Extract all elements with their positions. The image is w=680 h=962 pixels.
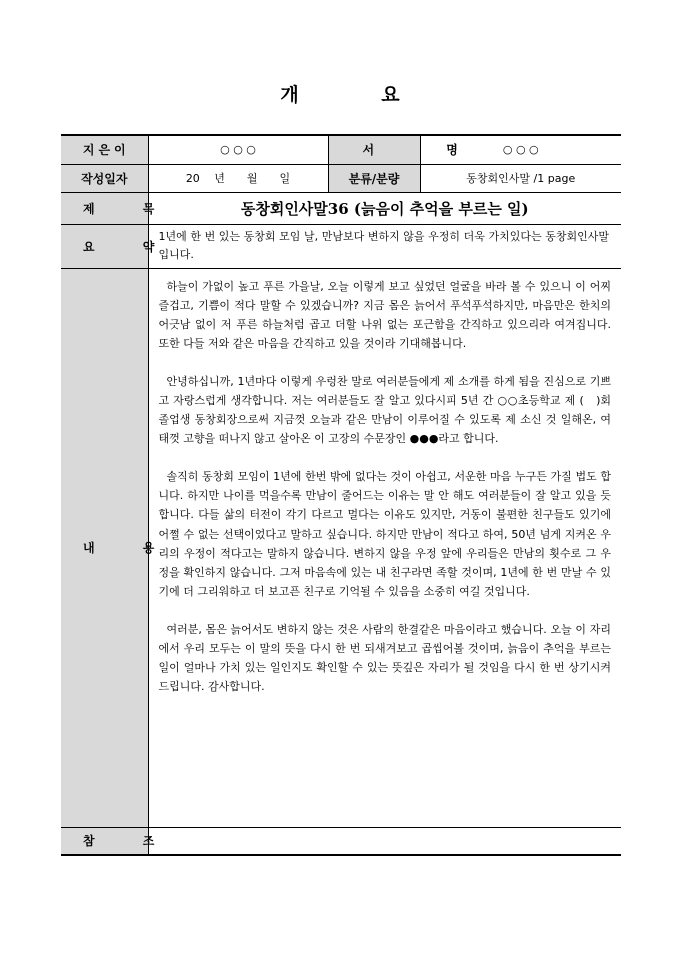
content-paragraph: 여러분, 몸은 늙어서도 변하지 않는 것은 사람의 한결같은 마음이라고 했습니다. 오늘 이 자리에서 우리 모두는 이 말의 뜻을 다시 한 번 되새겨보고 곱씹어볼 것이며, 늙음이 추억을 부르는 일이 얼마나 가치 있는 일인지도 확인할 수 있는 뜻깊은 자리가 될 것임을 다시 한 번 상기시켜드립니다. 감사합니다.	[158, 622, 611, 694]
content-row	[61, 268, 621, 827]
summary-label: 요 약	[61, 224, 148, 268]
content-paragraph: 솔직히 동창회 모임이 1년에 한번 밖에 없다는 것이 아쉽고, 서운한 마음 누구든 가질 법도 합니다. 하지만 나이를 먹을수록 만남이 줄어드는 이유는 말 안 해도 여러분들이 잘 알고 있을 듯합니다. 다들 삶의 터전이 각기 다르고 멀다는 이유도 있지만, 거동이 불편한 친구들도 있기에 어쩔 수 없는 선택이었다고 말하고 싶습니다. 하지만 만남이 적다고 하여, 50년 넘게 지켜온 우리의 우정이 적다고는 말하지 않습니다. 변하지 않을 우정 앞에 우리들은 만남의 횟수로 그 우정을 확인하지 않습니다. 그저 마음속에 있는 내 친구라면 족할 것이며, 1년에 한 번 만날 수 있기에 더 그리워하고 더 보고픈 친구로 기억될 수 있음을 소중히 여길 것입니다.	[158, 470, 611, 598]
summary-row	[61, 224, 621, 268]
category-value: 동창회인사말 /1 page	[420, 164, 621, 192]
reference-label: 참 조	[61, 827, 148, 855]
author-row	[61, 135, 621, 164]
date-label: 작성일자	[61, 164, 148, 192]
date-row	[61, 164, 621, 192]
content-label: 내 용	[61, 268, 148, 827]
category-label: 분류/분량	[328, 164, 420, 192]
subject-row	[61, 192, 621, 224]
subject-label: 제 목	[61, 192, 148, 224]
author-value: ○ ○ ○	[148, 135, 328, 164]
reference-value	[148, 827, 621, 855]
content-body	[148, 268, 621, 827]
page-title: 개 요	[280, 84, 438, 106]
summary-form-table	[61, 134, 621, 856]
signature-value: ○ ○ ○	[420, 135, 621, 164]
subject-value: 동창회인사말36 (늙음이 추억을 부르는 일)	[148, 192, 621, 224]
summary-value: 1년에 한 번 있는 동창회 모임 날, 만남보다 변하지 않을 우정히 더욱 가치있다는 동창회인사말입니다.	[148, 224, 621, 268]
content-paragraph: 안녕하십니까, 1년마다 이렇게 우렁찬 말로 여러분들에게 제 소개를 하게 됨을 진심으로 기쁘고 자랑스럽게 생각합니다. 저는 여러분들도 잘 알고 있다시피 5년 간 ○○초등학교 제 ( )회 졸업생 동창회장으로써 지금껏 오늘과 같은 만남이 이루어질 수 있도록 제 소신 것 일해온, 여태껏 고향을 떠나지 않고 살아온 이 고장의 수문장인 ●●●라고 합니다.	[158, 374, 611, 446]
reference-row	[61, 827, 621, 855]
date-value: 20 년 월 일	[148, 164, 328, 192]
content-paragraph: 하늘이 가없이 높고 푸른 가을날, 오늘 이렇게 보고 싶었던 얼굴을 바라 볼 수 있으니 이 어찌 즐겁고, 기쁨이 적다 말할 수 있겠습니까? 지금 몸은 늙어서 푸석푸석하지만, 마음만은 한치의 어긋남 없이 저 푸른 하늘처럼 곱고 더할 나위 없는 포근함을 간직하고 있으리라 여겨집니다. 또한 다들 저와 같은 마음을 간직하고 있을 것이라 기대해봅니다.	[158, 279, 611, 350]
author-label: 지은이	[61, 135, 148, 164]
signature-label: 서 명	[328, 135, 420, 164]
